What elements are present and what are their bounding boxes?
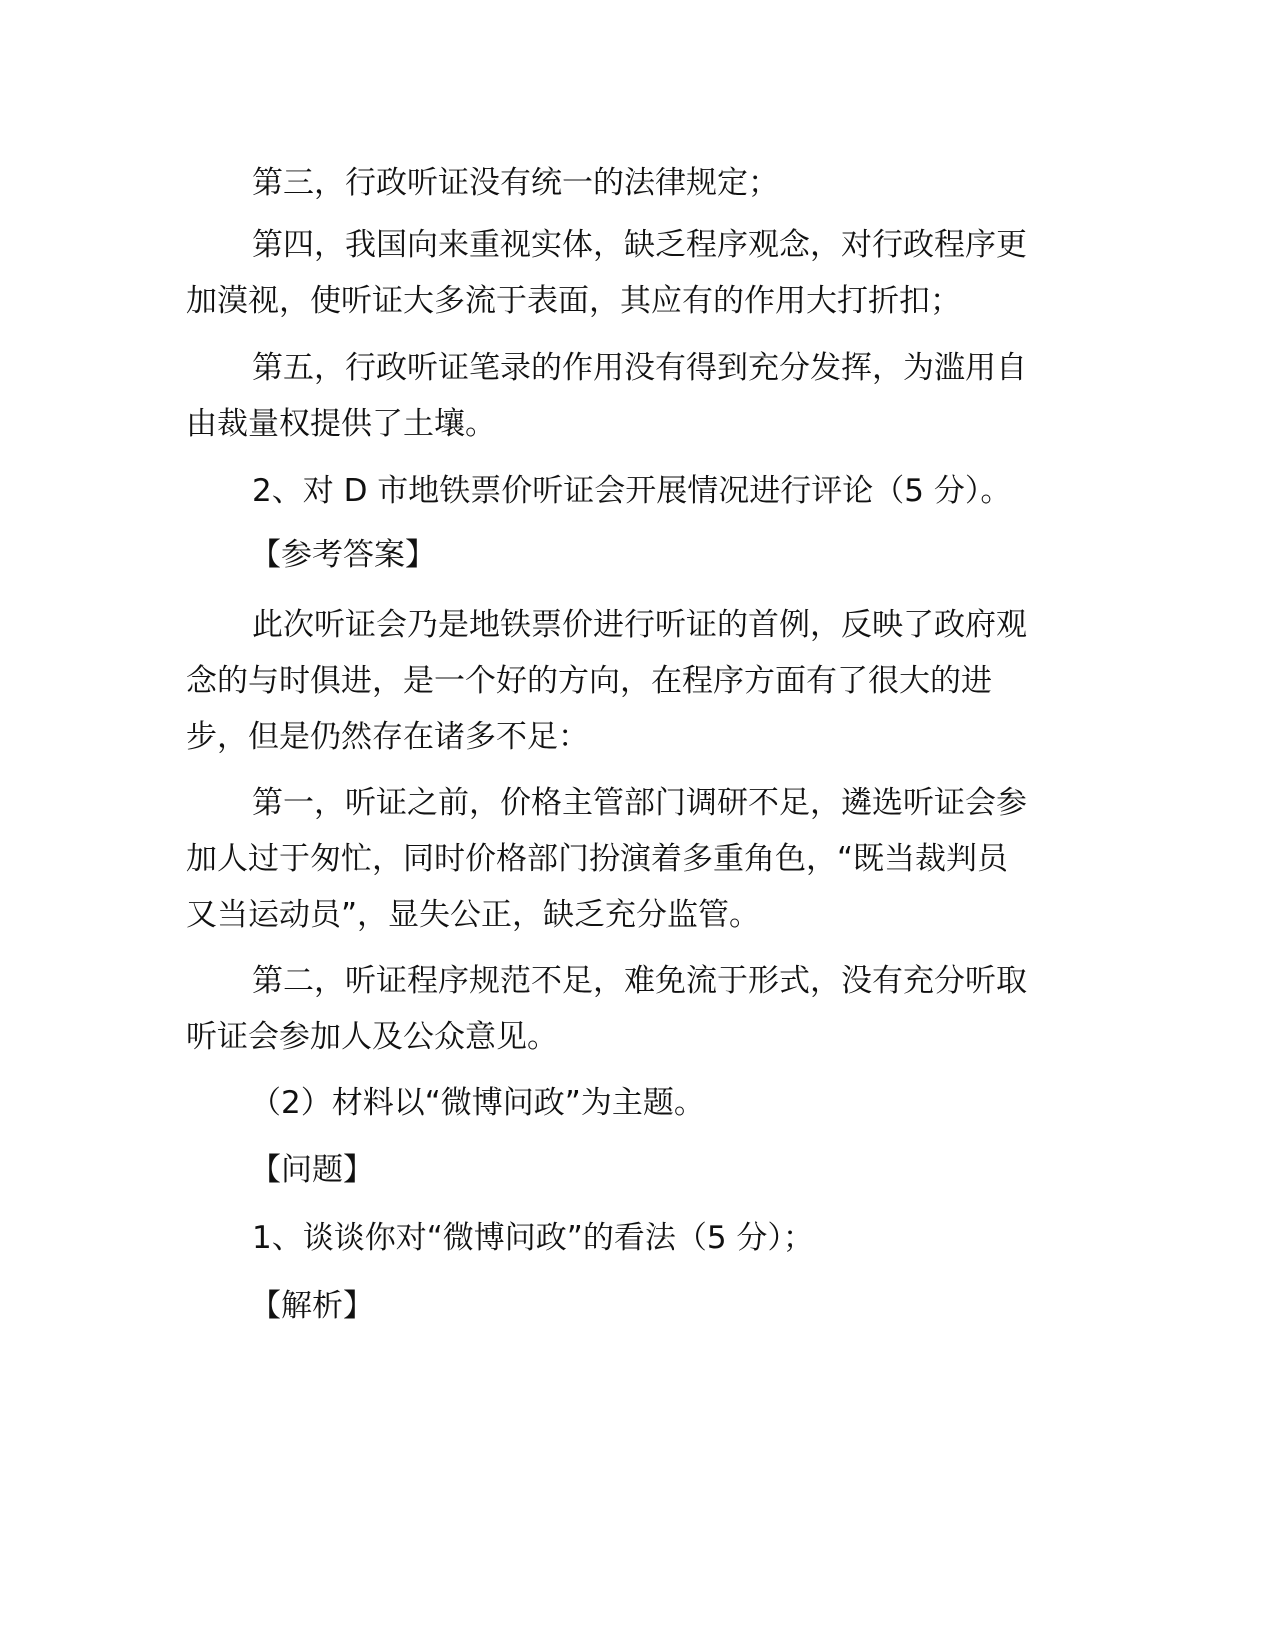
paragraph-line-2: 第四，我国向来重视实体，缺乏程序观念，对行政程序更 — [252, 227, 1027, 263]
paragraph-line-13: 听证会参加人及公众意见。 — [186, 1019, 558, 1055]
paragraph-line-5: 由裁量权提供了土壤。 — [186, 406, 496, 442]
analysis-heading: 【解析】 — [250, 1288, 374, 1324]
reference-answer-heading: 【参考答案】 — [250, 537, 436, 573]
question-1-line: 1、谈谈你对“微博问政”的看法（5 分）； — [252, 1220, 814, 1256]
paragraph-line-1: 第三，行政听证没有统一的法律规定； — [252, 165, 779, 201]
paragraph-line-4: 第五，行政听证笔录的作用没有得到充分发挥，为滥用自 — [252, 350, 1027, 386]
paragraph-line-7: 念的与时俱进，是一个好的方向，在程序方面有了很大的进 — [186, 663, 992, 699]
paragraph-line-10: 加人过于匆忙，同时价格部门扮演着多重角色，“既当裁判员 — [186, 841, 1009, 877]
question-heading: 【问题】 — [250, 1152, 374, 1188]
question-2-line: 2、对 D 市地铁票价听证会开展情况进行评论（5 分）。 — [252, 473, 1012, 509]
paragraph-line-3: 加漠视，使听证大多流于表面，其应有的作用大打折扣； — [186, 283, 961, 319]
paragraph-line-8: 步，但是仍然存在诸多不足： — [186, 719, 589, 755]
paragraph-line-9: 第一，听证之前，价格主管部门调研不足，遴选听证会参 — [252, 785, 1027, 821]
paragraph-line-11: 又当运动员”，显失公正，缺乏充分监管。 — [186, 897, 761, 933]
paragraph-line-12: 第二，听证程序规范不足，难免流于形式，没有充分听取 — [252, 963, 1027, 999]
material-heading: （2）材料以“微博问政”为主题。 — [250, 1085, 705, 1121]
paragraph-line-6: 此次听证会乃是地铁票价进行听证的首例，反映了政府观 — [252, 607, 1027, 643]
